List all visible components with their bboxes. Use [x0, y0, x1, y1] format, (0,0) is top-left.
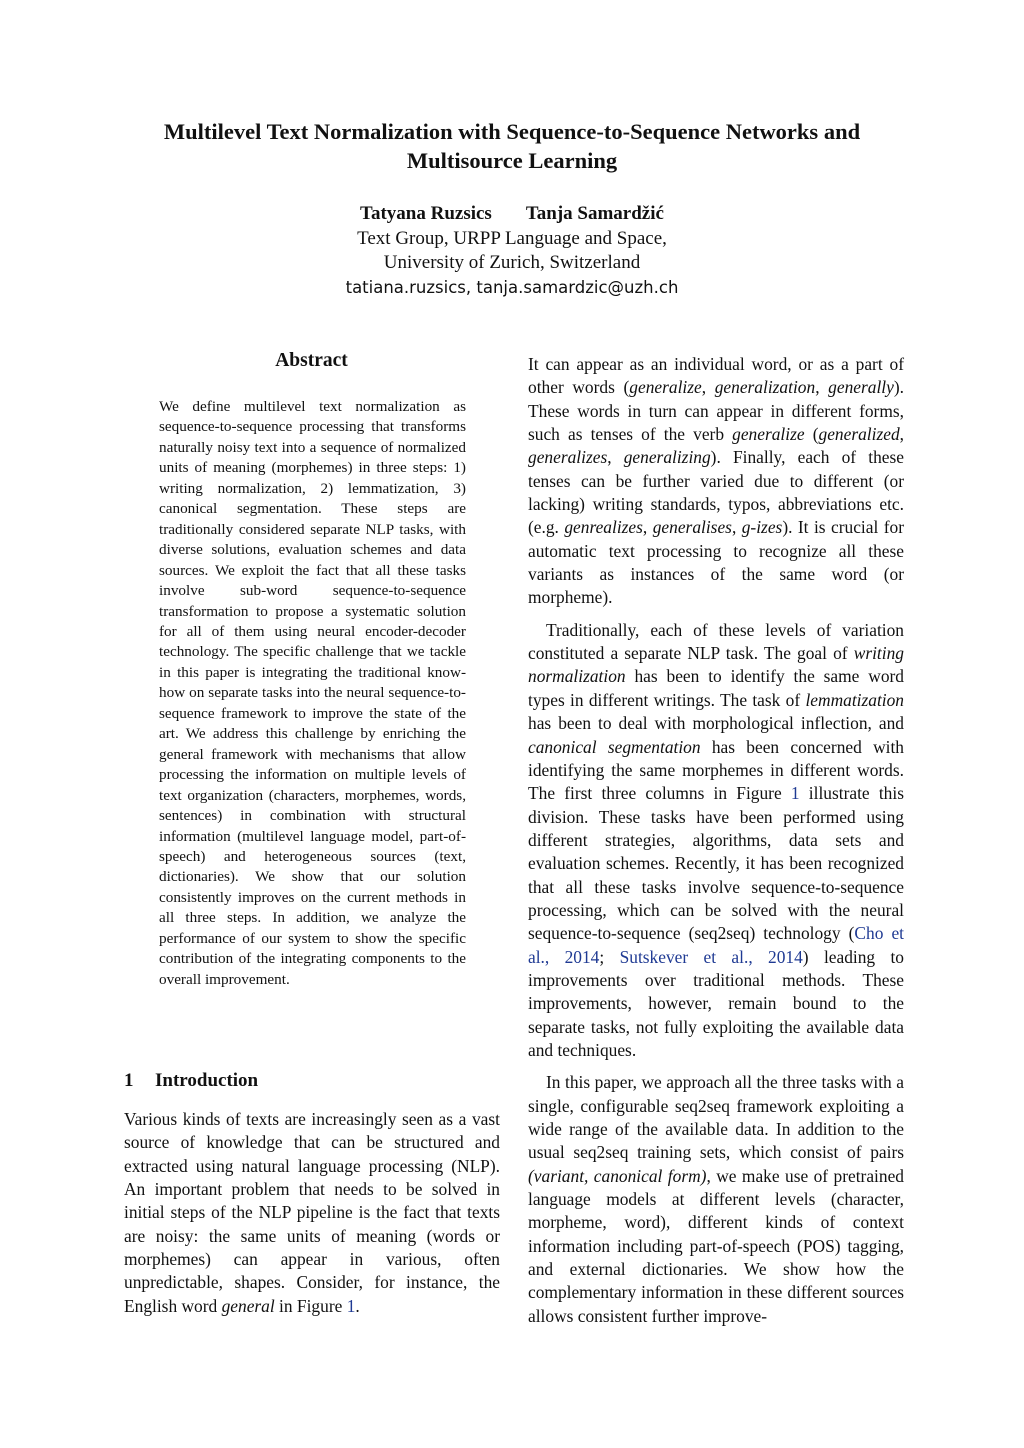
- text-run: Traditionally, each of these levels of variation constituted a separate NLP task. The goal of: [528, 619, 904, 664]
- affiliation-line-2: University of Zurich, Switzerland: [383, 252, 641, 273]
- intro-paragraph-1-part-b: [528, 353, 904, 610]
- text-run: ). Finally, each of these tenses can be further varied due to different (or lacking) writing standards, typos, abbreviations etc. (e.g.: [528, 447, 904, 538]
- text-run: ,: [607, 447, 624, 468]
- text-run: ,: [731, 517, 742, 538]
- text-run: In this paper, we approach all the three tasks with a single, configurable seq2seq framework exploiting a wide range of the available data. In addition to the usual seq2seq training sets, which consist of pairs: [528, 1072, 904, 1163]
- example-word: generalizing: [623, 447, 711, 468]
- text-run: has been concerned with identifying the same morphemes in different words. The first three columns in Figure: [528, 736, 904, 804]
- intro-paragraph-2: [528, 619, 904, 1063]
- citation-link[interactable]: Sutskever et al., 2014: [619, 946, 803, 967]
- example-word: generalises: [652, 517, 732, 538]
- text-run: ;: [599, 946, 620, 967]
- example-word: genrealizes: [564, 517, 643, 538]
- author-block: [200, 202, 824, 300]
- figure-reference-link[interactable]: 1: [790, 783, 800, 804]
- text-run: ,: [701, 377, 715, 398]
- section-number: 1: [124, 1070, 134, 1091]
- text-run: (: [804, 424, 819, 445]
- pair-term: (variant, canonical form): [528, 1165, 707, 1186]
- text-run: ). These words in turn can appear in different forms, such as tenses of the verb: [528, 377, 904, 445]
- text-run: ,: [642, 517, 653, 538]
- right-column: [528, 353, 904, 1328]
- text-run: ) leading to improvements over traditional methods. These improvements, however, remain bound to the separate tasks, not fully exploiting the available data and techniques.: [528, 946, 905, 1060]
- abstract-text: We define multilevel text normalization as sequence-to-sequence processing that transforms naturally noisy text into a sequence of normalized units of meaning (morphemes) in three steps: 1) writing normalization, 2) lemmatization, 3) canonical segmentation. These steps are traditionally considered separate NLP tasks, with diverse solutions, evaluation schemes and data sources. We exploit the fact that all these tasks involve sub-word sequence-to-sequence transformation to propose a systematic solution for all of them using neural encoder-decoder technology. The specific challenge that we tackle in this paper is integrating the traditional know-how on separate tasks into the neural sequence-to-sequence framework to improve the state of the art. We address this challenge by enriching the general framework with mechanisms that allow processing the information on multiple levels of text organization (characters, morphemes, words, sentences) in combination with structural information (multilevel language model, part-of-speech) and heterogeneous sources (text, dictionaries). We show that our solution consistently improves on the current methods in all three steps. In addition, we analyze the performance of our system to show the specific contribution of the integrating components to the overall improvement.: [159, 398, 466, 988]
- text-run: illustrate this division. These tasks have been performed using different strategies, algorithms, data sets and evaluation schemes. Recently, it has been recognized that all these tasks involve sequence-to-sequence processing, which can be solved with the neural sequence-to-sequence (seq2seq) technology (: [528, 783, 904, 944]
- figure-reference-link[interactable]: 1: [346, 1295, 356, 1316]
- example-word: generally: [828, 377, 894, 398]
- text-run: ,: [899, 424, 904, 445]
- author-name-2: Tanja Samardžić: [525, 203, 664, 224]
- example-word: generalize: [732, 424, 805, 445]
- text-run: in Figure: [274, 1295, 347, 1316]
- example-word: generalization: [714, 377, 816, 398]
- text-run: has been to deal with morphological inflection, and: [528, 713, 904, 734]
- author-name-1: Tatyana Ruzsics: [360, 203, 492, 224]
- citation-link[interactable]: Cho et al., 2014: [528, 923, 904, 967]
- author-names: [200, 202, 824, 227]
- text-run: , we make use of pretrained language models at different levels (character, morpheme, word), different kinds of context information including part-of-speech (POS) tagging, and external dictionaries. We show how the complementary information in these different sources allows consistent further improve-: [528, 1165, 905, 1326]
- text-run: .: [355, 1295, 360, 1316]
- author-emails: tatiana.ruzsics, tanja.samardzic@uzh.ch: [345, 277, 679, 297]
- text-run: It can appear as an individual word, or as a part of other words (: [528, 354, 904, 398]
- example-word: g-izes: [741, 517, 783, 538]
- example-word: generalized: [818, 424, 900, 445]
- affiliation-line-1: Text Group, URPP Language and Space,: [357, 227, 667, 249]
- task-term: lemmatization: [805, 689, 904, 710]
- intro-paragraph-1-part-a: [124, 1108, 500, 1318]
- example-word: generalize: [629, 377, 702, 398]
- text-run: ). It is crucial for automatic text processing to recognize all these variants as instances of the same word (or morpheme).: [528, 517, 905, 608]
- task-term: writing normalization: [528, 643, 904, 687]
- paper-title: Multilevel Text Normalization with Sequence-to-Sequence Networks and Multisource Learning: [163, 119, 861, 173]
- section-title: Introduction: [155, 1070, 259, 1091]
- text-run: has been to identify the same word types in different writings. The task of: [528, 666, 904, 710]
- text-run: Various kinds of texts are increasingly seen as a vast source of knowledge that can be structured and extracted using natural language processing (NLP). An important problem that needs to be solved in initial steps of the NLP pipeline is the fact that texts are noisy: the same units of meaning (words or morphemes) can appear in various, often unpredictable, shapes. Consider, for instance, the English word: [124, 1109, 500, 1316]
- example-word: generalizes: [528, 447, 608, 468]
- task-term: canonical segmentation: [528, 736, 701, 757]
- section-heading-introduction: [124, 1070, 258, 1092]
- intro-paragraph-3: [528, 1071, 904, 1328]
- text-run: ,: [815, 377, 829, 398]
- example-word: general: [221, 1295, 275, 1316]
- abstract-heading: Abstract: [275, 350, 348, 371]
